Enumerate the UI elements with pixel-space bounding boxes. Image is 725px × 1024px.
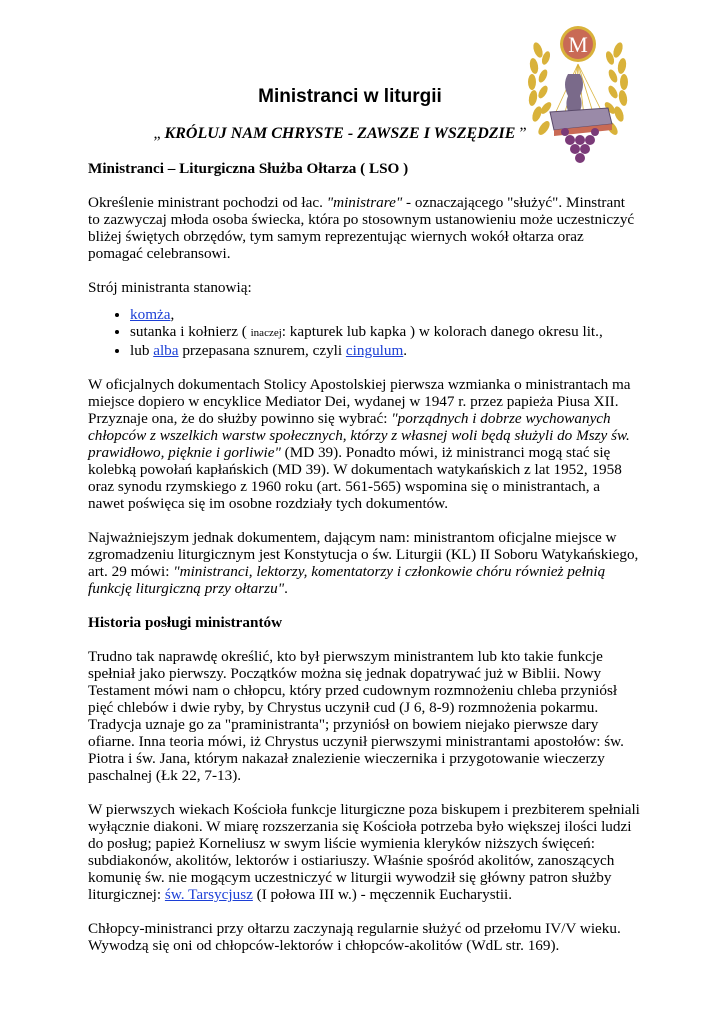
text: (I połowa III w.) - męczennik Eucharystii. [252, 886, 513, 903]
paragraph-history-church [88, 801, 640, 903]
text: - oznaczającego "służyć". Minstrant to zazwyczaj młoda osoba świecka, która po stosownym ustanowieniu może uczestniczyć bliżej świętych obrzędów, tym samym reprezentując wiernych wokół ołtarza oraz pomagać celebransowi. [88, 194, 635, 262]
text: . [284, 580, 288, 597]
list-item [130, 342, 640, 359]
cruet-icon [565, 74, 583, 114]
motto-open-quote: „ [153, 125, 161, 142]
small-text: inaczej [250, 327, 282, 339]
emblem-letter: M [568, 32, 588, 57]
italic-quote: "porządnych i dobrze wychowanych chłopców z wszelkich warstw społecznych, którzy z własnej woli będą służyli do Mszy św. prawidłowo, pięknie i gorliwie" [88, 410, 630, 461]
text: W oficjalnych dokumentach Stolicy Apostolskiej pierwsza wzmianka o ministrantach ma miejsce dopiero w encyklice Mediator Dei, wydanej w 1947 r. przez papieża Piusa XII. Przyznaje ona, że do służby powinno się wybrać: [88, 376, 631, 427]
ministrant-emblem-logo [524, 20, 632, 170]
italic-quote: "ministranci, lektorzy, komentatorzy i członkowie chóru również pełnią funkcję liturgiczną przy ołtarzu" [88, 563, 606, 597]
paragraph-constitution [88, 529, 640, 597]
document-body [88, 160, 640, 971]
link-komza[interactable]: komża [130, 306, 171, 323]
text: sutanka i kołnierz ( [130, 323, 251, 340]
paragraph-attire: Strój ministranta stanowią: [88, 279, 252, 296]
text: lub [130, 342, 154, 359]
list-item [130, 306, 640, 323]
section-heading-lso: Ministranci – Liturgiczna Służba Ołtarza ( LSO ) [88, 160, 409, 177]
motto [100, 125, 580, 143]
paragraph-definition [88, 194, 640, 262]
text: Określenie ministrant pochodzi od łac. [88, 194, 327, 211]
page-title: Ministranci w liturgii [258, 86, 442, 107]
text: przepasana sznurem, czyli [178, 342, 346, 359]
paragraph-history-bible: Trudno tak naprawdę określić, kto był pierwszym ministrantem lub kto takie funkcje spełniał jako pierwszy. Początków można się jednak dopatrywać już w Biblii. Nowy Testament mówi nam o chłopcu, który przed cudownym rozmnożeniu chleba przyniósł pięć chlebów i dwie ryby, by Chrystus uczynił cud (J 6, 8-9) rozmnożenia pokarmu. Tradycja uznaje go za "praministranta"; przyniósł on bowiem niejako pierwsze dary ofiarne. Inna teoria mówi, iż Chrystus uczynił pierwszymi ministrantami apostołów: św. Piotra i św. Jana, którym nakazał znalezienie wieczernika i przygotowanie wieczerzy paschalnej (Łk 22, 7-13). [88, 648, 624, 784]
link-cingulum[interactable]: cingulum [345, 342, 404, 359]
text: (MD 39). Ponadto mówi, iż ministranci mogą stać się kolebką powołań kapłańskich (MD 39). W dokumentach watykańskich z lat 1952, 1958 oraz synodu rzymskiego z 1960 roku (art. 561-565) wspomina się o ministrantach, a nawet poświęca się im osobne rozdziały tych dokumentów. [88, 444, 622, 512]
motto-close-quote: ” [519, 125, 527, 142]
link-alba[interactable]: alba [153, 342, 179, 359]
section-heading-history: Historia posługi ministrantów [88, 614, 283, 631]
link-tarsycjusz[interactable]: św. Tarsycjusz [164, 886, 253, 903]
paragraph-documents [88, 376, 640, 512]
italic-text: "ministrare" [326, 194, 403, 211]
wheat-left-icon [528, 41, 554, 137]
text: . [403, 342, 408, 359]
paragraph-history-boys: Chłopcy-ministranci przy ołtarzu zaczynają regularnie służyć od przełomu IV/V wieku. Wywodzą się oni od chłopców-lektorów i chłopców-akolitów (WdL str. 169). [88, 920, 621, 954]
list-item [130, 323, 640, 342]
attire-list [88, 306, 640, 359]
text: Najważniejszym jednak dokumentem, dającym nam: ministrantom oficjalne miejsce w zgromadzeniu liturgicznym jest Konstytucja o św. Liturgii (KL) II Soboru Watykańskiego, art. 29 mówi: [88, 529, 639, 580]
text: , [170, 306, 175, 323]
text: : kapturek lub kapka ) w kolorach danego okresu lit., [281, 323, 603, 340]
motto-text: KRÓLUJ NAM CHRYSTE - ZAWSZE I WSZĘDZIE [164, 125, 516, 142]
text: W pierwszych wiekach Kościoła funkcje liturgiczne poza biskupem i prezbiterem spełniali wyłącznie diakoni. W miarę rozszerzania się Kościoła potrzeba było większej ilości ludzi do posług; papież Korneliusz w swym liście wymienia kleryków niższych święceń: subdiakonów, akolitów, lektorów i ostiariuszy. Właśnie spośród akolitów, zanoszących komunię św. nie mogącym uczestniczyć w liturgii wywodził się główny patron służby liturgicznej: [88, 801, 640, 903]
